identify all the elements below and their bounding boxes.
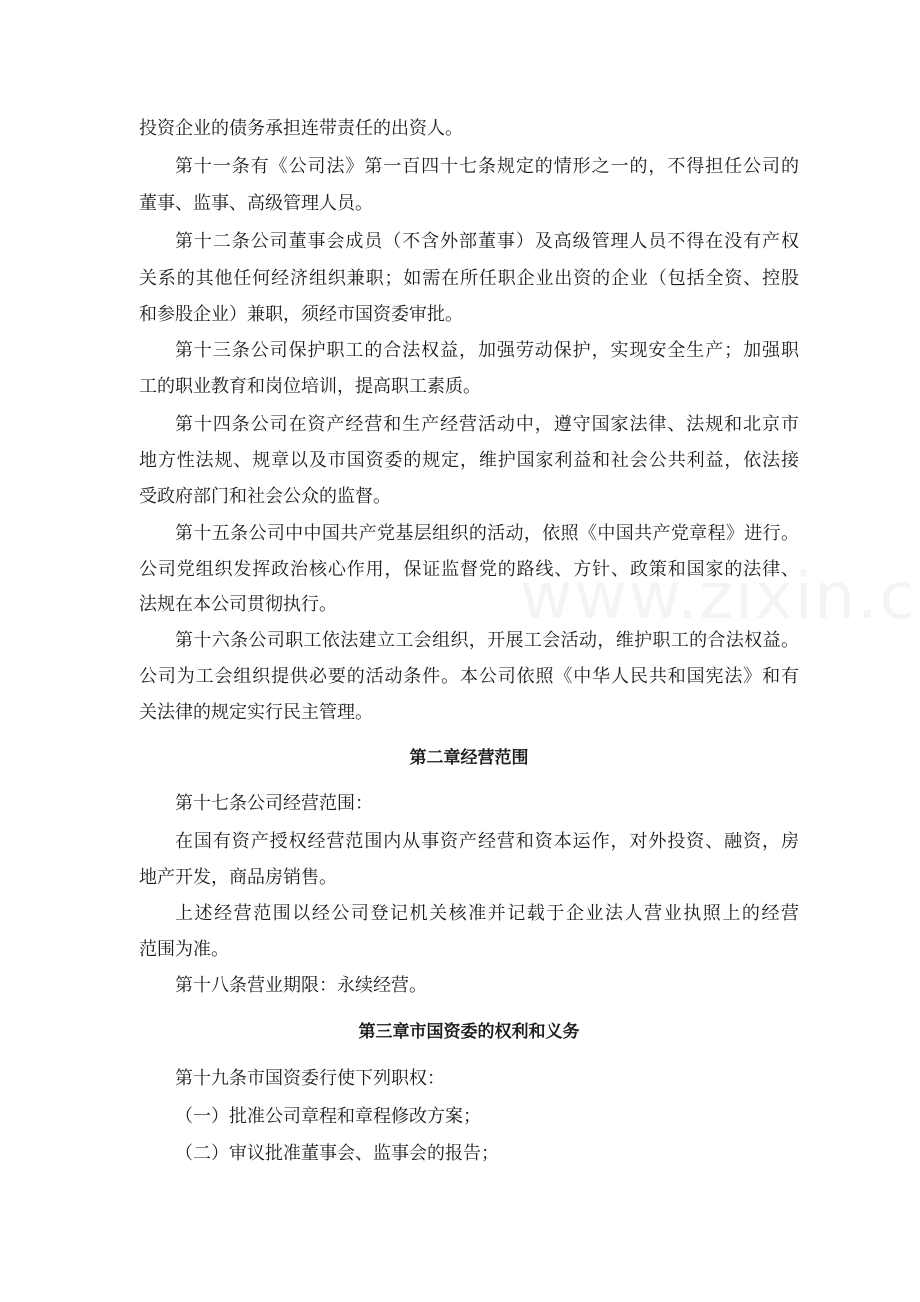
text-line: 关法律的规定实行民主管理。 [139,702,373,723]
text-line: 和参股企业）兼职，须经市国资委审批。 [139,304,463,325]
text-line: 公司为工会组织提供必要的活动条件。本公司依照《中华人民共和国宪法》和有 [139,666,799,687]
text-line: 第十五条公司中中国共产党基层组织的活动，依照《中国共产党章程》进行。 [175,523,799,544]
text-line: 地产开发，商品房销售。 [139,867,337,888]
text-line: 工的职业教育和岗位培训，提高职工素质。 [139,376,481,397]
chapter-heading: 第三章市国资委的权利和义务 [358,1022,580,1042]
text-line: 董事、监事、高级管理人员。 [139,193,373,214]
text-line: （一）批准公司章程和章程修改方案； [175,1106,481,1127]
text-line: 第十六条公司职工依法建立工会组织，开展工会活动，维护职工的合法权益。 [175,630,799,651]
text-line: 第十四条公司在资产经营和生产经营活动中，遵守国家法律、法规和北京市 [175,414,799,435]
text-line: （二）审议批准董事会、监事会的报告； [175,1143,499,1164]
text-line: 第十二条公司董事会成员（不含外部董事）及高级管理人员不得在没有产权 [175,231,799,252]
text-line: 第十三条公司保护职工的合法权益，加强劳动保护，实现安全生产；加强职 [175,340,799,361]
text-line: 上述经营范围以经公司登记机关核准并记载于企业法人营业执照上的经营 [175,903,799,924]
text-line: 地方性法规、规章以及市国资委的规定，维护国家利益和社会公共利益，依法接 [139,450,799,471]
text-line: 在国有资产授权经营范围内从事资产经营和资本运作，对外投资、融资，房 [175,831,799,852]
text-line: 第十七条公司经营范围： [175,793,373,814]
text-line: 关系的其他任何经济组织兼职；如需在所任职企业出资的企业（包括全资、控股 [139,268,799,289]
text-line: 受政府部门和社会公众的监督。 [139,486,391,507]
text-line: 投资企业的债务承担连带责任的出资人。 [139,118,463,139]
chapter-heading: 第二章经营范围 [409,748,529,768]
text-line: 公司党组织发挥政治核心作用，保证监督党的路线、方针、政策和国家的法律、 [139,559,799,580]
text-line: 第十一条有《公司法》第一百四十七条规定的情形之一的，不得担任公司的 [175,156,799,177]
text-line: 第十九条市国资委行使下列职权： [175,1068,445,1089]
text-line: 范围为准。 [139,939,229,960]
text-line: 法规在本公司贯彻执行。 [139,594,337,615]
text-line: 第十八条营业期限：永续经营。 [175,975,427,996]
